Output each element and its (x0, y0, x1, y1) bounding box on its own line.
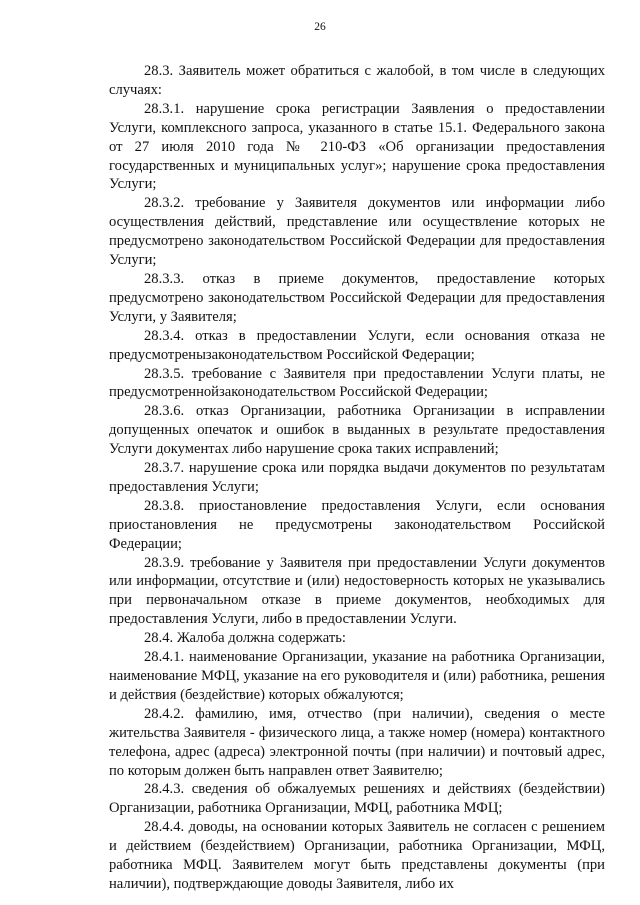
paragraph-28-3-9: 28.3.9. требование у Заявителя при предоставлении Услуги документов или информации, отсутствие и (или) недостоверность которых не указывались при первоначальном отказе в приеме документов, необходимых для предоставления Услуги, либо в предоставлении Услуги. (109, 554, 605, 628)
paragraph-28-3-2: 28.3.2. требование у Заявителя документов или информации либо осуществления действий, представление или осуществление которых не предусмотрено законодательством Российской Федерации для предоставления Услуги; (109, 195, 605, 269)
paragraph-28-3-8: 28.3.8. приостановление предоставления Услуги, если основания приостановления не предусмотрены законодательством Российской Федерации; (109, 497, 605, 552)
paragraph-28-4-3: 28.4.3. сведения об обжалуемых решениях и действиях (бездействии) Организации, работника Организации, МФЦ, работника МФЦ; (109, 781, 605, 817)
paragraph-28-3-6: 28.3.6. отказ Организации, работника Организации в исправлении допущенных опечаток и ошибок в выданных в результате предоставления Услуги документах либо нарушение срока таких исправлений; (109, 403, 605, 458)
paragraph-28-4-4: 28.4.4. доводы, на основании которых Заявитель не согласен с решением и действием (бездействием) Организации, работника Организации, МФЦ, работника МФЦ. Заявителем могут быть представлены документы (при наличии), подтверждающие доводы Заявителя, либо их (109, 819, 605, 892)
paragraph-28-3-4: 28.3.4. отказ в предоставлении Услуги, если основания отказа не предусмотренызаконодательством Российской Федерации; (109, 327, 605, 363)
paragraph-28-3-1: 28.3.1. нарушение срока регистрации Заявления о предоставлении Услуги, комплексного запроса, указанного в статье 15.1. Федерального закона от 27 июля 2010 года № 210-ФЗ «Об организации предоставления государственных и муниципальных услуг»; нарушение срока предоставления Услуги; (109, 100, 605, 193)
paragraph-28-4-1: 28.4.1. наименование Организации, указание на работника Организации, наименование МФЦ, указание на его руководителя и (или) работника, решения и действия (бездействие) которых обжалуются; (109, 649, 605, 703)
paragraph-28-3-3: 28.3.3. отказ в приеме документов, предоставление которых предусмотрено законодательством Российской Федерации для предоставления Услуги, у Заявителя; (109, 270, 605, 325)
paragraph-28-3-7: 28.3.7. нарушение срока или порядка выдачи документов по результатам предоставления Услуги; (109, 460, 605, 495)
paragraph-28-4: 28.4. Жалоба должна содержать: (144, 630, 346, 647)
document-body (109, 62, 605, 894)
page-number: 26 (314, 21, 326, 33)
paragraph-28-3-5: 28.3.5. требование с Заявителя при предоставлении Услуги платы, не предусмотреннойзаконодательством Российской Федерации; (109, 365, 605, 401)
paragraph-28-4-2: 28.4.2. фамилию, имя, отчество (при наличии), сведения о месте жительства Заявителя - физического лица, а также номер (номера) контактного телефона, адрес (адреса) электронной почты (при наличии) и почтовый адрес, по которым должен быть направлен ответ Заявителю; (109, 705, 605, 779)
paragraph-28-3: 28.3. Заявитель может обратиться с жалобой, в том числе в следующих случаях: (109, 63, 605, 98)
